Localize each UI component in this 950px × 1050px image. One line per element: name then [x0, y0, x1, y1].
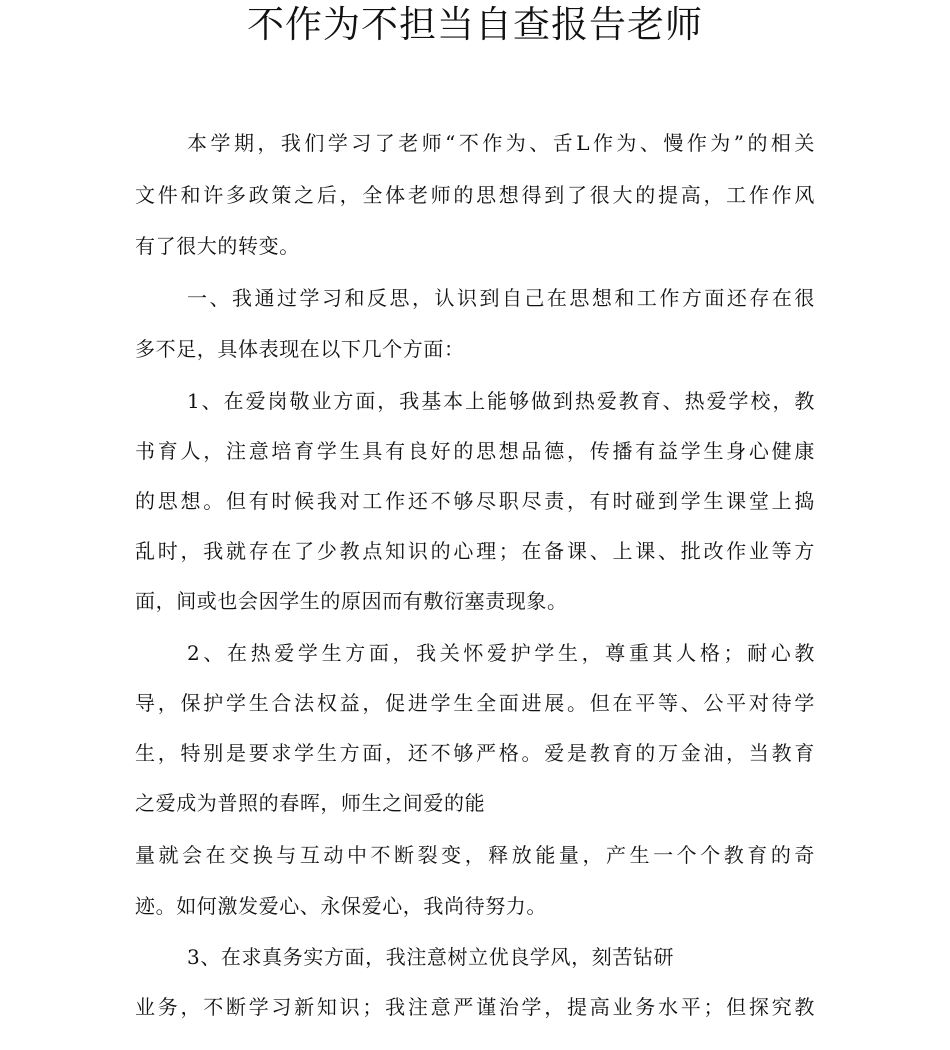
paragraph-line: 有了很大的转变。: [135, 234, 300, 258]
paragraph-line: 的思想。但有时候我对工作还不够尽职尽责，有时碰到学生课堂上捣: [135, 489, 815, 513]
paragraph-line: 量就会在交换与互动中不断裂变，释放能量，产生一个个教育的奇: [135, 843, 815, 867]
paragraph-line: 一、我通过学习和反思，认识到自己在思想和工作方面还存在很: [187, 286, 815, 310]
paragraph-line: 之爱成为普照的春晖，师生之间爱的能: [135, 791, 486, 815]
paragraph-line: 导，保护学生合法权益，促进学生全面进展。但在平等、公平对待学: [135, 691, 815, 715]
paragraph-line: 乱时，我就存在了少教点知识的心理；在备课、上课、批改作业等方: [135, 539, 815, 563]
paragraph-line: 迹。如何激发爱心、永保爱心，我尚待努力。: [135, 894, 547, 918]
paragraph-line: 本学期，我们学习了老师“不作为、舌L作为、慢作为”的相关: [187, 131, 815, 155]
paragraph-line: 文件和许多政策之后，全体老师的思想得到了很大的提高，工作作风: [135, 183, 815, 207]
paragraph-line: 3、在求真务实方面，我注意树立优良学风，刻苦钻研: [187, 945, 675, 969]
paragraph-line: 业务，不断学习新知识；我注意严谨治学，提高业务水平；但探究教: [135, 995, 815, 1019]
paragraph-line: 2、在热爱学生方面，我关怀爱护学生，尊重其人格；耐心教: [187, 641, 815, 665]
paragraph-line: 书育人，注意培育学生具有良好的思想品德，传播有益学生身心健康: [135, 439, 815, 463]
document-title: 不作为不担当自查报告老师: [247, 3, 703, 46]
paragraph-line: 多不足，具体表现在以下几个方面：: [135, 337, 465, 361]
paragraph-line: 1、在爱岗敬业方面，我基本上能够做到热爱教育、热爱学校，教: [187, 389, 815, 413]
paragraph-line: 生，特别是要求学生方面，还不够严格。爱是教育的万金油，当教育: [135, 741, 815, 765]
paragraph-line: 面，间或也会因学生的原因而有敷衍塞责现象。: [135, 589, 568, 613]
